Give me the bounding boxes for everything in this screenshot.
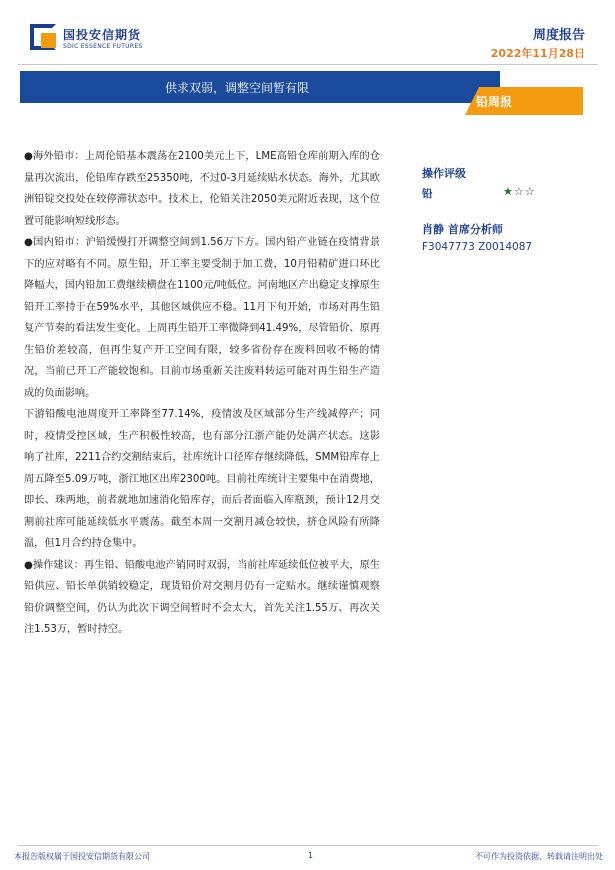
analyst-name: 肖静 首席分析师 (422, 223, 503, 236)
operation-advice-paragraph: ●操作建议：再生铅、铅酸电池产销同时双弱，当前社库延续低位被平大，原生铅供应、铅长单供销较稳定，现货铅价对交割月仍有一定贴水。继续谨慎观察铅价调整空间，仍认为此次下调空间暂时不会太大，首先关注1.55万、再次关注1.53万，暂时持空。 (24, 559, 380, 635)
rating-stars (503, 185, 536, 198)
downstream-paragraph: 下游铅酸电池周度开工率降至77.14%，疫情波及区域部分生产线减停产；同时，疫情受控区域，生产积极性较高，也有部分江浙产能仍处满产状态。这影响了社库，2211合约交割结束后，社库统计口径库存继续降低，SMM铅库存上周五降至5.09万吨，浙江地区出库2300吨。目前社库统计主要集中在消费地，即长、珠两地，前者就地加速消化铅库存，而后者面临入库瓶颈，预计12月交割前社库可能延续低水平震荡。截至本周一交割月减仓较快，挤仓风险有所降温，但1月合约持仓集中。 (24, 409, 380, 549)
overseas-market-paragraph: ●海外铅市：上周伦铅基本震荡在2100美元上下，LME高铅仓库前期入库的仓量再次流出，伦铅库存跌至25350吨，不过0-3月延续贴水状态。海外，尤其欧洲铅锭交投处在较停滞状态中。技术上，伦铅关注2050美元附近表现，这个位置可能影响短线形态。 (24, 151, 380, 227)
rating-item: 铅 (422, 188, 433, 200)
rating-title: 操作评级 (422, 167, 466, 180)
report-date: 2022年11月28日 (490, 47, 585, 60)
footer-disclaimer: 不可作为投资依据，转载请注明出处 (475, 852, 603, 861)
page-number: 1 (308, 851, 314, 860)
star-filled-icon: ★ (503, 185, 514, 198)
brand-name-english: SDIC ESSENCE FUTURES (63, 43, 143, 50)
report-body (24, 146, 380, 641)
brand-name: 国投安信期货 (63, 28, 142, 42)
header-divider (18, 64, 598, 65)
report-type: 周度报告 (532, 28, 585, 43)
analyst-license-ids: F3047773 Z0014087 (422, 241, 533, 253)
star-empty-icon: ☆☆ (513, 185, 536, 198)
report-title: 供求双弱，调整空间暂有限 (165, 81, 310, 95)
report-header (0, 0, 615, 70)
category-tag-label: 铅周报 (476, 95, 513, 109)
company-logo-icon (30, 24, 56, 50)
footer-divider (18, 845, 598, 846)
domestic-market-paragraph: ●国内铅市：沪铅缓慢打开调整空间到1.56万下方。国内铅产业链在疫情背景下的应对略有不同。原生铅，开工率主要受制于加工费，10月铅精矿进口环比降幅大，国内铅加工费继续横盘在1100元/吨低位。河南地区产出稳定支撑原生铅开工率持于在59%水平，其他区域供应不稳。11月下旬开始，市场对再生铅复产节奏的看法发生变化。上周再生铅开工率微降到41.49%，尽管铅价、原再生铅价差较高，但再生复产开工空间有限，较多省份存在废料回收不畅的情况，当前已开工产能较饱和。目前市场重新关注废料转运可能对再生铅生产造成的负面影响。 (24, 237, 380, 399)
footer-copyright: 本报告版权属于国投安信期货有限公司 (14, 852, 150, 861)
